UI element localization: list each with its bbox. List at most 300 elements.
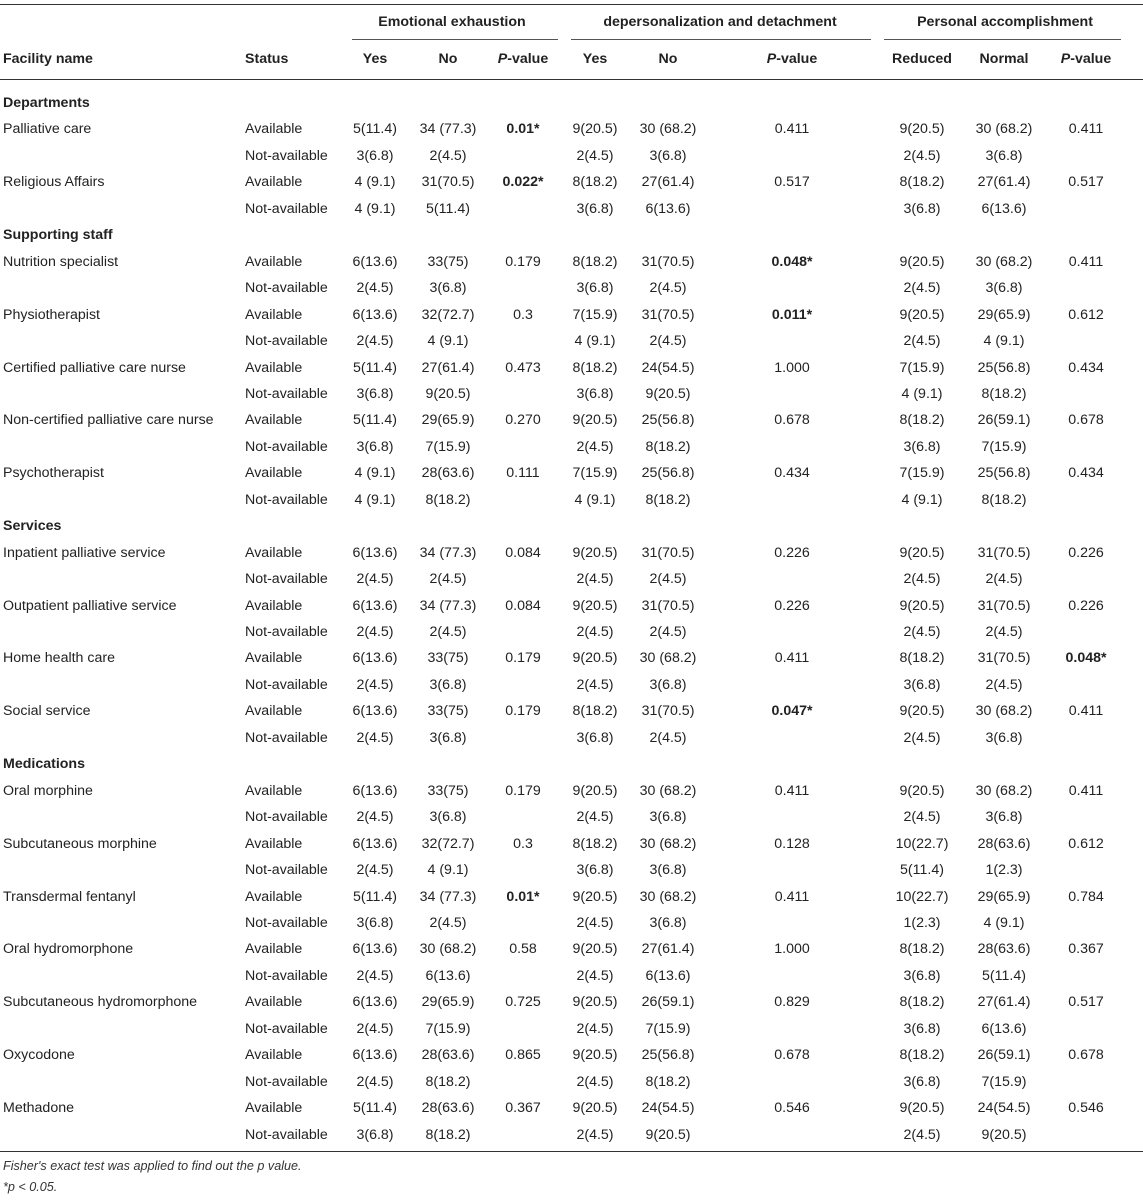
ee-no-cell: 31(70.5)	[421, 174, 475, 190]
dp-no-cell: 8(18.2)	[645, 1074, 691, 1090]
ee-pvalue-text: -value	[507, 51, 549, 67]
pa-reduced-cell: 9(20.5)	[899, 121, 945, 137]
ee-yes-cell: 6(13.6)	[352, 598, 398, 614]
dp-yes-cell: 7(15.9)	[572, 307, 618, 323]
dp-no-cell: 2(4.5)	[649, 730, 687, 746]
pa-reduced-cell: 9(20.5)	[899, 783, 945, 799]
ee-yes-cell: 2(4.5)	[356, 1074, 394, 1090]
ee-yes-cell: 4 (9.1)	[354, 174, 396, 190]
ee-pvalue-cell: 0.179	[505, 254, 541, 270]
ee-no-cell: 7(15.9)	[425, 439, 471, 455]
ee-pvalue-cell: 0.084	[505, 545, 541, 561]
dp-yes-cell: 2(4.5)	[576, 915, 614, 931]
facility-name: Oxycodone	[3, 1047, 75, 1063]
status-cell: Not-available	[245, 386, 328, 402]
ee-pvalue-cell: 0.3	[513, 836, 533, 852]
section-heading: Supporting staff	[3, 227, 113, 243]
ee-pvalue-cell: 0.111	[506, 465, 540, 481]
pa-pvalue-cell: 0.411	[1068, 121, 1104, 137]
pa-normal-cell: 31(70.5)	[977, 545, 1031, 561]
facility-name: Home health care	[3, 650, 115, 666]
pa-normal-cell: 24(54.5)	[977, 1100, 1031, 1116]
pa-normal-cell: 4 (9.1)	[983, 333, 1025, 349]
group-header-depersonalization: depersonalization and detachment	[603, 14, 837, 30]
pa-normal-cell: 8(18.2)	[981, 492, 1027, 508]
pa-reduced-cell: 4 (9.1)	[901, 386, 943, 402]
dp-no-cell: 3(6.8)	[649, 809, 687, 825]
ee-no-cell: 3(6.8)	[429, 809, 467, 825]
ee-yes-cell: 6(13.6)	[352, 545, 398, 561]
col-header-dp-pvalue: P-value	[766, 51, 818, 67]
ee-yes-cell: 4 (9.1)	[354, 492, 396, 508]
ee-no-cell: 3(6.8)	[429, 677, 467, 693]
status-cell: Not-available	[245, 571, 328, 587]
pa-normal-cell: 30 (68.2)	[975, 703, 1033, 719]
pa-pvalue-cell: 0.226	[1068, 598, 1104, 614]
facility-name: Subcutaneous morphine	[3, 836, 157, 852]
pa-reduced-cell: 3(6.8)	[903, 1021, 941, 1037]
section-heading: Medications	[3, 756, 85, 772]
dp-pvalue-cell: 0.048*	[771, 254, 813, 270]
status-cell: Available	[245, 307, 303, 323]
dp-pvalue-cell: 0.411	[774, 889, 810, 905]
dp-pvalue-cell: 1.000	[774, 941, 810, 957]
dp-yes-cell: 8(18.2)	[572, 836, 618, 852]
pa-reduced-cell: 2(4.5)	[903, 809, 941, 825]
dp-no-cell: 30 (68.2)	[639, 121, 697, 137]
status-cell: Available	[245, 598, 303, 614]
dp-no-cell: 31(70.5)	[641, 598, 695, 614]
pa-reduced-cell: 3(6.8)	[903, 677, 941, 693]
status-cell: Available	[245, 1047, 303, 1063]
ee-pvalue-cell: 0.367	[505, 1100, 541, 1116]
pa-reduced-cell: 8(18.2)	[899, 1047, 945, 1063]
ee-no-cell: 8(18.2)	[425, 492, 471, 508]
dp-yes-cell: 9(20.5)	[572, 598, 618, 614]
ee-pvalue-cell: 0.179	[505, 783, 541, 799]
ee-yes-cell: 6(13.6)	[352, 650, 398, 666]
pa-pvalue-cell: 0.367	[1068, 941, 1104, 957]
pa-reduced-cell: 3(6.8)	[903, 1074, 941, 1090]
group-header-personal-accomplishment: Personal accomplishment	[917, 14, 1093, 30]
dp-yes-cell: 3(6.8)	[576, 280, 614, 296]
dp-yes-cell: 7(15.9)	[572, 465, 618, 481]
ee-yes-cell: 2(4.5)	[356, 1021, 394, 1037]
ee-no-cell: 2(4.5)	[429, 624, 467, 640]
footnote-significance: *p < 0.05.	[3, 1180, 58, 1194]
pa-normal-cell: 7(15.9)	[981, 1074, 1027, 1090]
pa-reduced-cell: 5(11.4)	[900, 862, 944, 878]
ee-yes-cell: 3(6.8)	[356, 915, 394, 931]
dp-no-cell: 3(6.8)	[649, 915, 687, 931]
dp-yes-cell: 9(20.5)	[572, 941, 618, 957]
dp-yes-cell: 9(20.5)	[572, 783, 618, 799]
status-cell: Not-available	[245, 968, 328, 984]
pa-reduced-cell: 9(20.5)	[899, 545, 945, 561]
facility-name: Oral morphine	[3, 783, 93, 799]
ee-no-cell: 2(4.5)	[429, 148, 467, 164]
dp-yes-cell: 3(6.8)	[576, 201, 614, 217]
dp-yes-cell: 9(20.5)	[572, 1047, 618, 1063]
facility-name: Psychotherapist	[3, 465, 104, 481]
dp-yes-cell: 2(4.5)	[576, 968, 614, 984]
pa-pvalue-cell: 0.434	[1068, 360, 1104, 376]
section-heading: Services	[3, 518, 62, 534]
ee-no-cell: 2(4.5)	[429, 915, 467, 931]
col-header-ee-pvalue: P-value	[497, 51, 549, 67]
pa-reduced-cell: 2(4.5)	[903, 333, 941, 349]
dp-no-cell: 3(6.8)	[649, 862, 687, 878]
ee-no-cell: 28(63.6)	[421, 1047, 475, 1063]
dp-pvalue-cell: 1.000	[774, 360, 810, 376]
dp-no-cell: 8(18.2)	[645, 492, 691, 508]
ee-yes-cell: 6(13.6)	[352, 703, 398, 719]
status-cell: Not-available	[245, 677, 328, 693]
footnote-method: Fisher's exact test was applied to find out the p value.	[3, 1159, 302, 1173]
ee-no-cell: 33(75)	[427, 650, 469, 666]
col-header-status: Status	[245, 51, 289, 67]
ee-yes-cell: 5(11.4)	[353, 889, 397, 905]
ee-no-cell: 34 (77.3)	[419, 889, 477, 905]
dp-yes-cell: 9(20.5)	[572, 994, 618, 1010]
dp-pvalue-cell: 0.011*	[771, 307, 813, 323]
ee-no-cell: 30 (68.2)	[419, 941, 477, 957]
dp-no-cell: 27(61.4)	[641, 174, 695, 190]
ee-no-cell: 4 (9.1)	[427, 862, 469, 878]
facility-name: Methadone	[3, 1100, 74, 1116]
section-heading: Departments	[3, 95, 90, 111]
ee-no-cell: 34 (77.3)	[419, 545, 477, 561]
pa-reduced-cell: 1(2.3)	[903, 915, 941, 931]
status-cell: Not-available	[245, 624, 328, 640]
dp-no-cell: 2(4.5)	[649, 333, 687, 349]
col-header-dp-no: No	[658, 51, 678, 67]
facility-name: Subcutaneous hydromorphone	[3, 994, 198, 1010]
pa-reduced-cell: 2(4.5)	[903, 730, 941, 746]
col-header-dp-yes: Yes	[582, 51, 608, 67]
dp-no-cell: 30 (68.2)	[639, 783, 697, 799]
pa-reduced-cell: 9(20.5)	[899, 254, 945, 270]
pa-normal-cell: 3(6.8)	[985, 809, 1023, 825]
status-cell: Available	[245, 465, 303, 481]
pa-normal-cell: 30 (68.2)	[975, 783, 1033, 799]
dp-yes-cell: 2(4.5)	[576, 571, 614, 587]
group-underline-depersonalization	[571, 39, 871, 40]
ee-yes-cell: 6(13.6)	[352, 994, 398, 1010]
ee-yes-cell: 3(6.8)	[356, 1127, 394, 1143]
ee-no-cell: 32(72.7)	[421, 307, 475, 323]
ee-no-cell: 3(6.8)	[429, 280, 467, 296]
pa-reduced-cell: 8(18.2)	[899, 994, 945, 1010]
status-cell: Available	[245, 254, 303, 270]
pa-normal-cell: 6(13.6)	[981, 201, 1027, 217]
ee-no-cell: 8(18.2)	[425, 1074, 471, 1090]
dp-yes-cell: 4 (9.1)	[574, 492, 616, 508]
pa-normal-cell: 29(65.9)	[977, 889, 1031, 905]
dp-pvalue-cell: 0.047*	[771, 703, 813, 719]
dp-no-cell: 26(59.1)	[641, 994, 695, 1010]
dp-yes-cell: 9(20.5)	[572, 412, 618, 428]
pa-reduced-cell: 2(4.5)	[903, 280, 941, 296]
dp-no-cell: 25(56.8)	[641, 412, 695, 428]
ee-yes-cell: 3(6.8)	[356, 148, 394, 164]
ee-no-cell: 28(63.6)	[421, 465, 475, 481]
dp-pvalue-cell: 0.411	[774, 650, 810, 666]
dp-pvalue-cell: 0.678	[774, 412, 810, 428]
facility-name: Religious Affairs	[3, 174, 105, 190]
dp-no-cell: 25(56.8)	[641, 1047, 695, 1063]
dp-yes-cell: 2(4.5)	[576, 809, 614, 825]
dp-no-cell: 3(6.8)	[649, 148, 687, 164]
ee-yes-cell: 4 (9.1)	[354, 201, 396, 217]
pa-reduced-cell: 9(20.5)	[899, 703, 945, 719]
ee-yes-cell: 6(13.6)	[352, 307, 398, 323]
ee-yes-cell: 6(13.6)	[352, 783, 398, 799]
pa-normal-cell: 2(4.5)	[985, 571, 1023, 587]
ee-pvalue-cell: 0.270	[505, 412, 541, 428]
pa-normal-cell: 28(63.6)	[977, 941, 1031, 957]
status-cell: Available	[245, 994, 303, 1010]
dp-pvalue-cell: 0.411	[774, 783, 810, 799]
status-cell: Available	[245, 360, 303, 376]
ee-pvalue-cell: 0.865	[505, 1047, 541, 1063]
col-header-ee-no: No	[438, 51, 458, 67]
ee-no-cell: 32(72.7)	[421, 836, 475, 852]
status-cell: Not-available	[245, 862, 328, 878]
pa-reduced-cell: 3(6.8)	[903, 439, 941, 455]
status-cell: Not-available	[245, 280, 328, 296]
pa-reduced-cell: 8(18.2)	[899, 650, 945, 666]
status-cell: Available	[245, 174, 303, 190]
group-underline-emotional-exhaustion	[352, 39, 558, 40]
facility-name: Nutrition specialist	[3, 254, 119, 270]
status-cell: Not-available	[245, 730, 328, 746]
dp-no-cell: 2(4.5)	[649, 280, 687, 296]
ee-no-cell: 5(11.4)	[426, 201, 470, 217]
dp-no-cell: 7(15.9)	[645, 1021, 691, 1037]
facility-name: Physiotherapist	[3, 307, 100, 323]
ee-yes-cell: 4 (9.1)	[354, 465, 396, 481]
dp-no-cell: 24(54.5)	[641, 1100, 695, 1116]
pa-normal-cell: 5(11.4)	[982, 968, 1026, 984]
pa-normal-cell: 26(59.1)	[977, 1047, 1031, 1063]
dp-yes-cell: 2(4.5)	[576, 624, 614, 640]
col-header-facility: Facility name	[3, 51, 93, 67]
pa-pvalue-cell: 0.411	[1068, 703, 1104, 719]
pa-pvalue-cell: 0.048*	[1065, 650, 1107, 666]
pa-pvalue-text: -value	[1070, 51, 1112, 67]
ee-no-cell: 4 (9.1)	[427, 333, 469, 349]
pa-pvalue-cell: 0.226	[1068, 545, 1104, 561]
dp-no-cell: 3(6.8)	[649, 677, 687, 693]
dp-pvalue-cell: 0.678	[774, 1047, 810, 1063]
ee-pvalue-cell: 0.179	[505, 703, 541, 719]
ee-no-cell: 33(75)	[427, 254, 469, 270]
ee-no-cell: 34 (77.3)	[419, 598, 477, 614]
dp-no-cell: 2(4.5)	[649, 571, 687, 587]
pa-pvalue-cell: 0.546	[1068, 1100, 1104, 1116]
dp-yes-cell: 3(6.8)	[576, 730, 614, 746]
dp-pvalue-cell: 0.434	[774, 465, 810, 481]
dp-pvalue-cell: 0.829	[774, 994, 810, 1010]
pa-normal-cell: 29(65.9)	[977, 307, 1031, 323]
status-cell: Not-available	[245, 492, 328, 508]
status-cell: Not-available	[245, 148, 328, 164]
ee-yes-cell: 5(11.4)	[353, 121, 397, 137]
pa-normal-cell: 28(63.6)	[977, 836, 1031, 852]
pa-pvalue-cell: 0.612	[1068, 836, 1104, 852]
pa-reduced-cell: 3(6.8)	[903, 968, 941, 984]
dp-no-cell: 25(56.8)	[641, 465, 695, 481]
dp-yes-cell: 9(20.5)	[572, 889, 618, 905]
ee-pvalue-cell: 0.022*	[502, 174, 544, 190]
ee-pvalue-cell: 0.3	[513, 307, 533, 323]
ee-yes-cell: 2(4.5)	[356, 280, 394, 296]
dp-yes-cell: 9(20.5)	[572, 121, 618, 137]
dp-no-cell: 30 (68.2)	[639, 889, 697, 905]
facility-name: Oral hydromorphone	[3, 941, 134, 957]
ee-no-cell: 28(63.6)	[421, 1100, 475, 1116]
facility-name: Palliative care	[3, 121, 92, 137]
pa-reduced-cell: 8(18.2)	[899, 941, 945, 957]
ee-no-cell: 7(15.9)	[425, 1021, 471, 1037]
ee-no-cell: 33(75)	[427, 703, 469, 719]
ee-no-cell: 6(13.6)	[425, 968, 471, 984]
pa-normal-cell: 6(13.6)	[981, 1021, 1027, 1037]
status-cell: Not-available	[245, 439, 328, 455]
dp-yes-cell: 2(4.5)	[576, 1074, 614, 1090]
pa-reduced-cell: 9(20.5)	[899, 1100, 945, 1116]
pa-normal-cell: 9(20.5)	[981, 1127, 1027, 1143]
facility-name: Inpatient palliative service	[3, 545, 166, 561]
ee-pvalue-cell: 0.58	[509, 941, 537, 957]
pa-normal-cell: 27(61.4)	[977, 994, 1031, 1010]
status-cell: Not-available	[245, 915, 328, 931]
ee-yes-cell: 6(13.6)	[352, 1047, 398, 1063]
status-cell: Not-available	[245, 201, 328, 217]
pa-normal-cell: 2(4.5)	[985, 677, 1023, 693]
ee-yes-cell: 2(4.5)	[356, 862, 394, 878]
bottom-rule	[0, 1151, 1143, 1152]
ee-no-cell: 27(61.4)	[421, 360, 475, 376]
ee-no-cell: 2(4.5)	[429, 571, 467, 587]
ee-yes-cell: 6(13.6)	[352, 836, 398, 852]
ee-pvalue-cell: 0.01*	[506, 121, 540, 137]
dp-no-cell: 9(20.5)	[645, 1127, 691, 1143]
pa-pvalue-cell: 0.784	[1068, 889, 1104, 905]
pa-reduced-cell: 2(4.5)	[903, 624, 941, 640]
status-cell: Available	[245, 783, 303, 799]
ee-no-cell: 8(18.2)	[425, 1127, 471, 1143]
pa-normal-cell: 3(6.8)	[985, 730, 1023, 746]
ee-no-cell: 29(65.9)	[421, 994, 475, 1010]
pa-pvalue-cell: 0.678	[1068, 412, 1104, 428]
ee-yes-cell: 2(4.5)	[356, 571, 394, 587]
ee-yes-cell: 5(11.4)	[353, 412, 397, 428]
dp-yes-cell: 2(4.5)	[576, 1127, 614, 1143]
dp-yes-cell: 9(20.5)	[572, 650, 618, 666]
pa-reduced-cell: 2(4.5)	[903, 148, 941, 164]
pa-reduced-cell: 7(15.9)	[899, 360, 945, 376]
status-cell: Available	[245, 412, 303, 428]
pa-reduced-cell: 8(18.2)	[899, 174, 945, 190]
pa-reduced-cell: 2(4.5)	[903, 571, 941, 587]
pa-normal-cell: 25(56.8)	[977, 465, 1031, 481]
status-cell: Not-available	[245, 333, 328, 349]
pa-reduced-cell: 3(6.8)	[903, 201, 941, 217]
ee-pvalue-cell: 0.473	[505, 360, 541, 376]
dp-pvalue-text: -value	[776, 51, 818, 67]
pa-pvalue-cell: 0.678	[1068, 1047, 1104, 1063]
ee-yes-cell: 5(11.4)	[353, 1100, 397, 1116]
ee-yes-cell: 5(11.4)	[353, 360, 397, 376]
dp-yes-cell: 2(4.5)	[576, 439, 614, 455]
pa-normal-cell: 4 (9.1)	[983, 915, 1025, 931]
ee-yes-cell: 6(13.6)	[352, 941, 398, 957]
ee-no-cell: 33(75)	[427, 783, 469, 799]
dp-pvalue-cell: 0.226	[774, 545, 810, 561]
dp-yes-cell: 8(18.2)	[572, 360, 618, 376]
dp-yes-cell: 9(20.5)	[572, 545, 618, 561]
dp-no-cell: 6(13.6)	[645, 968, 691, 984]
col-header-pa-pvalue: P-value	[1060, 51, 1112, 67]
dp-pvalue-cell: 0.517	[774, 174, 810, 190]
group-underline-personal-accomplishment	[884, 39, 1121, 40]
pa-reduced-cell: 2(4.5)	[903, 1127, 941, 1143]
status-cell: Available	[245, 889, 303, 905]
pa-pvalue-cell: 0.434	[1068, 465, 1104, 481]
dp-no-cell: 31(70.5)	[641, 307, 695, 323]
pa-pvalue-cell: 0.517	[1068, 174, 1104, 190]
pa-pvalue-cell: 0.612	[1068, 307, 1104, 323]
ee-no-cell: 9(20.5)	[425, 386, 471, 402]
pa-reduced-cell: 10(22.7)	[895, 836, 949, 852]
pa-normal-cell: 30 (68.2)	[975, 121, 1033, 137]
ee-pvalue-cell: 0.084	[505, 598, 541, 614]
status-cell: Available	[245, 650, 303, 666]
status-cell: Available	[245, 121, 303, 137]
dp-no-cell: 2(4.5)	[649, 624, 687, 640]
dp-pvalue-cell: 0.546	[774, 1100, 810, 1116]
dp-yes-cell: 8(18.2)	[572, 703, 618, 719]
group-header-emotional-exhaustion: Emotional exhaustion	[378, 14, 526, 30]
status-cell: Available	[245, 941, 303, 957]
status-cell: Available	[245, 703, 303, 719]
dp-no-cell: 9(20.5)	[645, 386, 691, 402]
dp-no-cell: 31(70.5)	[641, 254, 695, 270]
status-cell: Available	[245, 836, 303, 852]
dp-no-cell: 31(70.5)	[641, 703, 695, 719]
dp-yes-cell: 4 (9.1)	[574, 333, 616, 349]
facility-name: Certified palliative care nurse	[3, 360, 186, 376]
dp-no-cell: 6(13.6)	[645, 201, 691, 217]
pa-normal-cell: 26(59.1)	[977, 412, 1031, 428]
col-header-ee-yes: Yes	[362, 51, 388, 67]
facility-name: Outpatient palliative service	[3, 598, 177, 614]
status-cell: Available	[245, 1100, 303, 1116]
dp-yes-cell: 2(4.5)	[576, 677, 614, 693]
facility-name: Social service	[3, 703, 91, 719]
facility-name: Transdermal fentanyl	[3, 889, 136, 905]
ee-yes-cell: 2(4.5)	[356, 333, 394, 349]
dp-yes-cell: 2(4.5)	[576, 148, 614, 164]
ee-no-cell: 34 (77.3)	[419, 121, 477, 137]
dp-no-cell: 31(70.5)	[641, 545, 695, 561]
dp-no-cell: 30 (68.2)	[639, 650, 697, 666]
pa-reduced-cell: 9(20.5)	[899, 598, 945, 614]
header-rule	[0, 79, 1143, 80]
status-cell: Not-available	[245, 1074, 328, 1090]
